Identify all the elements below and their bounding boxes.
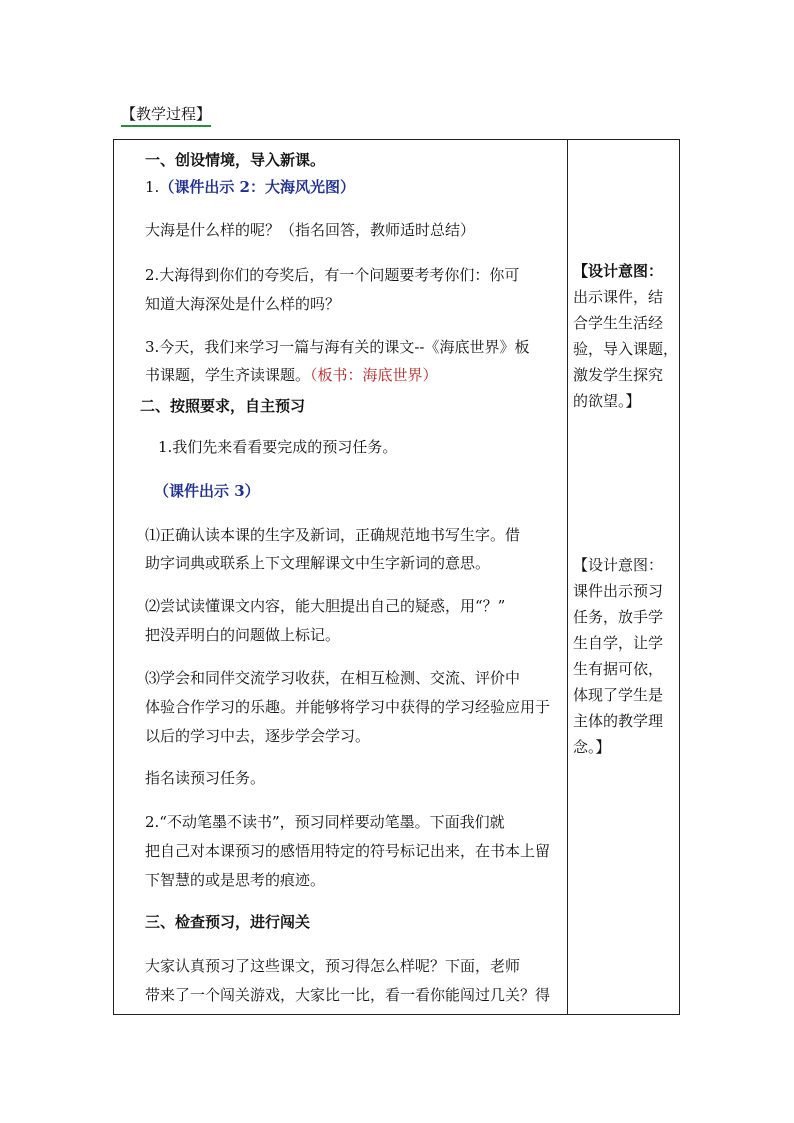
s2-item-3-line-1: ⑶学会和同伴交流学习收获，在相互检测、交流、评价中: [145, 669, 521, 687]
note-1-line: 激发学生探究: [573, 366, 664, 384]
s1-paragraph-1: [145, 176, 355, 198]
s2-item-3-line-2: 体验合作学习的乐趣。并能够将学习中获得的学习经验应用于: [145, 698, 551, 716]
section-1-title: 一、创设情境，导入新课。: [145, 151, 326, 169]
s1-paragraph-2: 大海是什么样的呢？（指名回答，教师适时总结）: [145, 221, 476, 239]
design-note-1: [573, 258, 678, 414]
s2-item-3-line-3: 以后的学习中去，逐步学会学习。: [145, 727, 371, 745]
column-divider: [567, 140, 568, 1014]
note-2-line: 任务，放手学: [573, 608, 664, 626]
s1-p4-text: 书课题，学生齐读课题。: [145, 366, 311, 384]
s1-paragraph-4-line-2: [145, 364, 438, 386]
s2-item-1-line-2: 助字词典或联系上下文理解课文中生字新词的意思。: [145, 554, 491, 572]
s1-p4-board-note: （板书：海底世界）: [310, 366, 438, 384]
note-1-line: 验，导入课题，: [573, 340, 679, 358]
s2-paragraph-7-line-2: 把自己对本课预习的感悟用特定的符号标记出来，在书本上留: [145, 842, 551, 860]
note-2-line: 课件出示预习: [573, 582, 664, 600]
note-2-line: 生有据可依，: [573, 660, 664, 678]
s1-paragraph-3-line-2: 知道大海深处是什么样的吗？: [145, 295, 341, 313]
s2-item-2-line-1: ⑵尝试读懂课文内容，能大胆提出自己的疑惑，用“？”: [145, 597, 506, 615]
s2-courseware: （课件出示 3）: [154, 482, 260, 500]
note-1-line: 出示课件，结: [573, 288, 664, 306]
note-2-line: 主体的教学理: [573, 712, 664, 730]
note-2-line: 生自学，让学: [573, 634, 664, 652]
s1-paragraph-3-line-1: 2.大海得到你们的夸奖后，有一个问题要考考你们：你可: [145, 266, 520, 284]
note-1-line: 【设计意图：: [573, 262, 664, 280]
s3-paragraph-1-line-2: 带来了一个闯关游戏，大家比一比，看一看你能闯过几关？得: [145, 986, 551, 1004]
note-2-line: 体现了学生是: [573, 686, 664, 704]
s1-p1-courseware: （课件出示 2：大海风光图）: [159, 178, 355, 196]
lesson-table: [113, 139, 680, 1015]
section-2-title: 二、按照要求，自主预习: [140, 397, 306, 415]
note-1-line: 合学生生活经: [573, 314, 664, 332]
s2-paragraph-7-line-3: 下智慧的或是思考的痕迹。: [145, 871, 326, 889]
note-2-line: 念。】: [573, 738, 611, 756]
s1-p1-number: 1.: [145, 178, 160, 196]
section-header: 【教学过程】: [121, 104, 211, 127]
s2-paragraph-1: 1.我们先来看看要完成的预习任务。: [158, 438, 398, 456]
note-1-line: 的欲望。】: [573, 392, 641, 410]
note-2-line: 【设计意图：: [573, 556, 664, 574]
design-note-2: [573, 552, 663, 760]
s2-item-2-line-2: 把没弄明白的问题做上标记。: [145, 626, 341, 644]
s2-paragraph-7-line-1: 2.“不动笔墨不读书”，预习同样要动笔墨。下面我们就: [145, 813, 505, 831]
section-3-title: 三、检查预习，进行闯关: [145, 913, 311, 931]
s2-paragraph-6: 指名读预习任务。: [145, 769, 266, 787]
s2-item-1-line-1: ⑴正确认读本课的生字及新词，正确规范地书写生字。借: [145, 526, 521, 544]
process-column: [114, 140, 567, 1014]
s1-paragraph-4-line-1: 3.今天，我们来学习一篇与海有关的课文--《海底世界》板: [145, 338, 530, 356]
s3-paragraph-1-line-1: 大家认真预习了这些课文，预习得怎么样呢？下面，老师: [145, 957, 521, 975]
